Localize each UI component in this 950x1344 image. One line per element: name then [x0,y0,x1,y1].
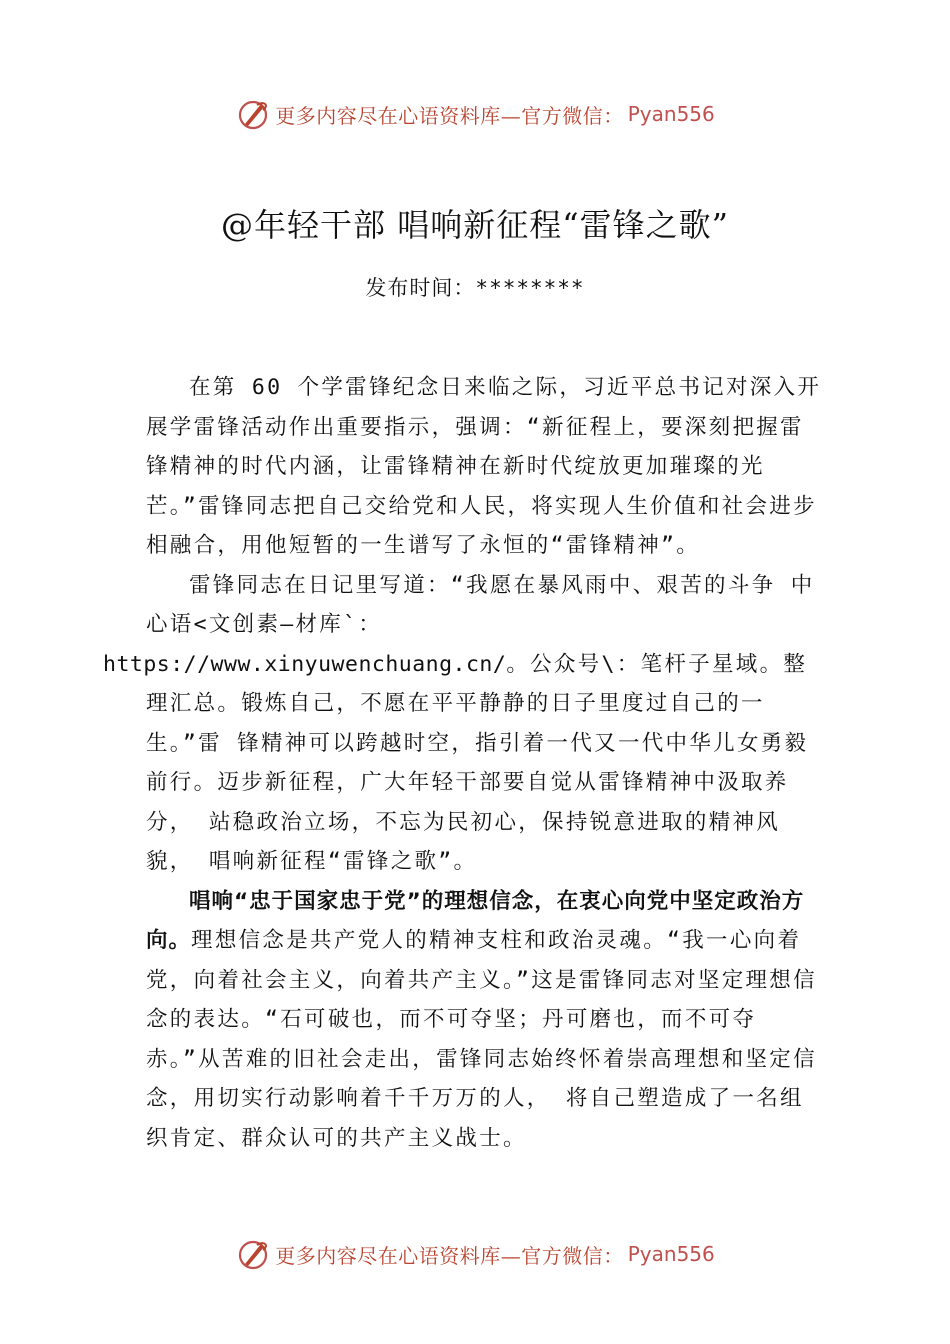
paragraph-3-heading: 唱响“忠于国家忠于党”的理想信念，在衷心向党中坚定政治方向。 [146,888,805,953]
paragraph-2-start: 雷锋同志在日记里写道：“我愿在暴风雨中、艰苦的斗争 中心语<文创素—材库`： [146,572,815,637]
paragraph-2 [103,566,826,882]
paragraph-2-end: 。公众号\：笔杆子星域。整理汇总。锻炼自己，不愿在平平静静的日子里度过自己的一生。”雷 锋精神可以跨越时空，指引着一代又一代中华儿女勇毅前行。迈步新征程，广大年轻干部要自觉从雷锋精神中汲取养分， 站稳政治立场，不忘为民初心，保持锐意进取的精神风貌， 唱响新征程“雷锋之歌”。 [146,651,809,874]
header-banner [0,92,950,136]
quill-pen-circle-icon [235,1236,271,1272]
banner-wechat-id: Pyan556 [627,102,715,126]
banner-text: 更多内容尽在心语资料库—官方微信： [275,103,624,128]
article-body [103,368,826,1158]
paragraph-1: 在第 60 个学雷锋纪念日来临之际，习近平总书记对深入开展学雷锋活动作出重要指示，强调：“新征程上，要深刻把握雷锋精神的时代内涵，让雷锋精神在新时代绽放更加璀璨的光芒。”雷锋同志把自己交给党和人民，将实现人生价值和社会进步相融合，用他短暂的一生谱写了永恒的“雷锋精神”。 [146,375,822,558]
quill-pen-circle-icon [235,96,271,132]
paragraph-3 [146,882,826,1159]
banner-wechat-id: Pyan556 [627,1242,715,1266]
footer-banner [0,1232,950,1276]
paragraph-3-text: 理想信念是共产党人的精神支柱和政治灵魂。“我一心向着党，向着社会主义，向着共产主义。”这是雷锋同志对坚定理想信念的表达。“石可破也，而不可夺坚；丹可磨也，而不可夺赤。”从苦难的旧社会走出，雷锋同志始终怀着崇高理想和坚定信念，用切实行动影响着千千万万的人， 将自己塑造成了一名组织肯定、群众认可的共产主义战士。 [146,928,817,1151]
page-title: @年轻干部 唱响新征程“雷锋之歌” [221,206,729,244]
publish-time: 发布时间：******** [365,276,585,300]
source-url: https://www.xinyuwenchuang.cn/ [103,651,507,677]
banner-text: 更多内容尽在心语资料库—官方微信： [275,1243,624,1268]
